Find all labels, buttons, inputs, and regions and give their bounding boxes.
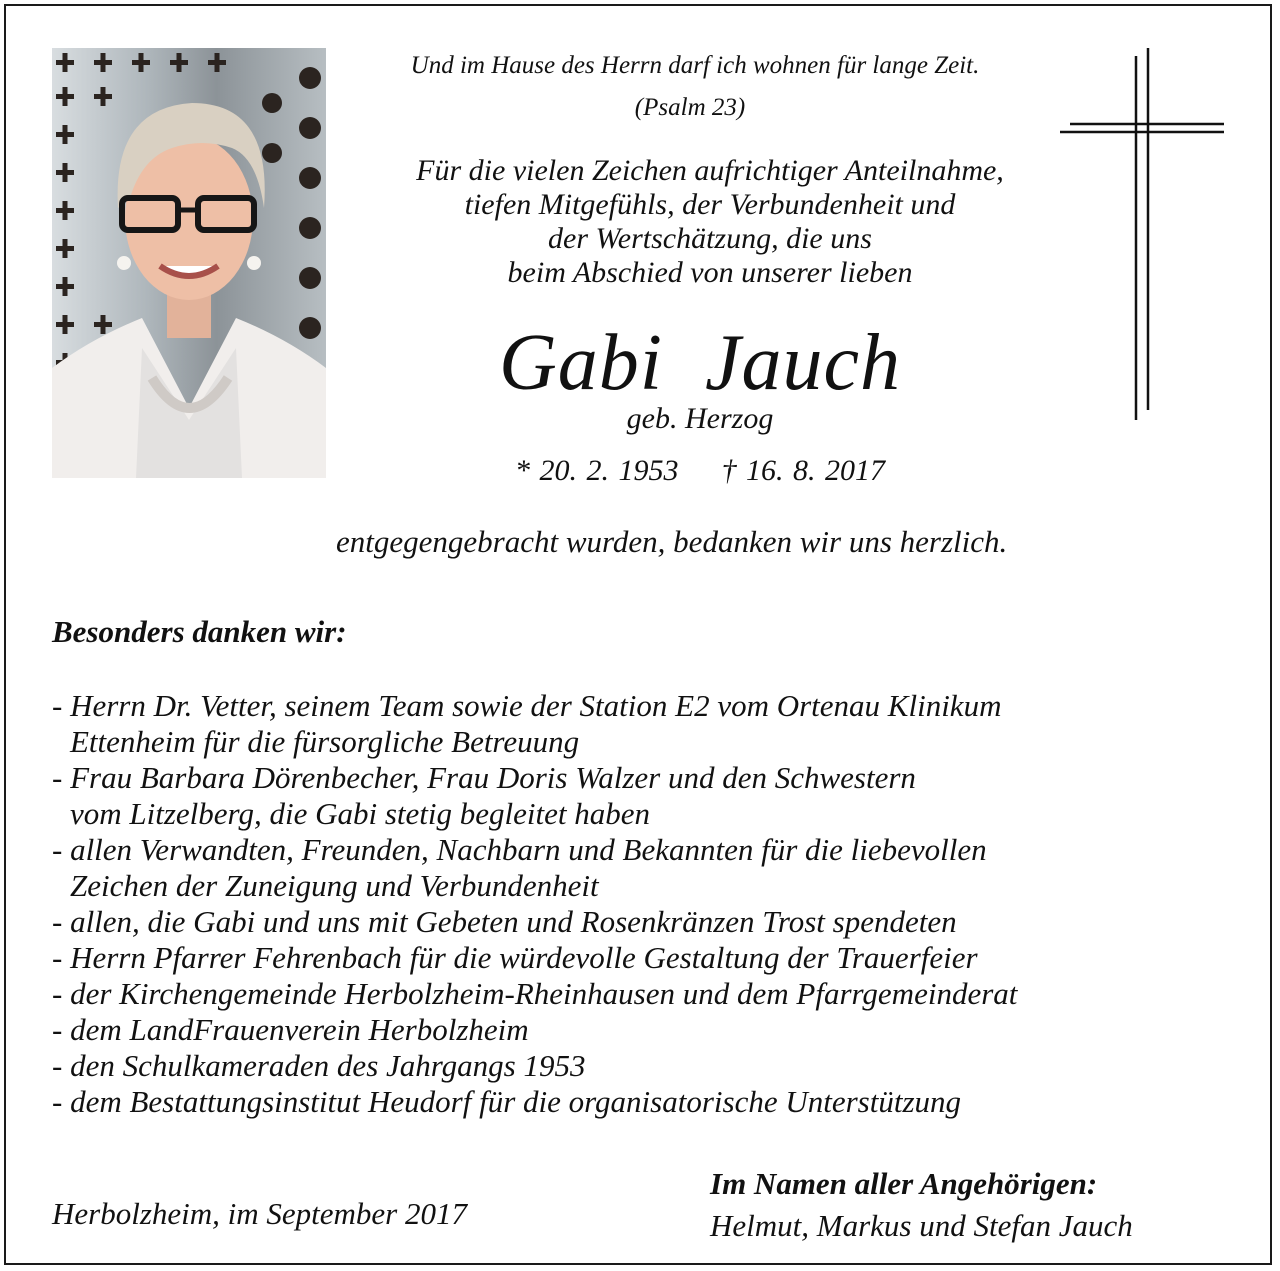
thanks-continuation: entgegengebracht wurden, bedanken wir uns herzlich. [336, 524, 1008, 559]
list-item: - den Schulkameraden des Jahrgangs 1953 [52, 1048, 586, 1083]
bible-verse: Und im Hause des Herrn darf ich wohnen für lange Zeit. [410, 52, 980, 79]
thanks-intro-line: beim Abschied von unserer lieben [507, 256, 913, 289]
list-item: - allen, die Gabi und uns mit Gebeten und Rosenkränzen Trost spendeten [52, 904, 957, 939]
thanks-intro-line: tiefen Mitgefühls, der Verbundenheit und [464, 188, 956, 221]
special-thanks-list [52, 688, 1242, 1120]
signoff-names: Helmut, Markus und Stefan Jauch [710, 1208, 1133, 1243]
list-item: - Herrn Pfarrer Fehrenbach für die würdevolle Gestaltung der Trauerfeier [52, 940, 978, 975]
death-date: † 16. 8. 2017 [721, 454, 885, 487]
deceased-name: Gabi Jauch [498, 319, 901, 407]
signoff-heading: Im Namen aller Angehörigen: [710, 1166, 1098, 1201]
portrait-illustration [52, 48, 326, 478]
list-item: - Frau Barbara Dörenbecher, Frau Doris Walzer und den Schwestern vom Litzelberg, die Gabi stetig begleitet haben [52, 760, 916, 831]
list-item: - allen Verwandten, Freunden, Nachbarn und Bekannten für die liebevollen Zeichen der Zuneigung und Verbundenheit [52, 832, 987, 903]
special-thanks-heading: Besonders danken wir: [52, 614, 347, 649]
bible-verse-source: (Psalm 23) [634, 94, 746, 121]
thanks-intro-line: Für die vielen Zeichen aufrichtiger Anteilnahme, [416, 154, 1004, 187]
birth-date: * 20. 2. 1953 [515, 454, 679, 487]
portrait-photo [52, 48, 326, 478]
life-dates [450, 454, 950, 488]
list-item: - Herrn Dr. Vetter, seinem Team sowie der Station E2 vom Ortenau Klinikum Ettenheim für die fürsorgliche Betreuung [52, 688, 1002, 759]
maiden-name: geb. Herzog [626, 402, 774, 435]
list-item: - der Kirchengemeinde Herbolzheim-Rheinhausen und dem Pfarrgemeinderat [52, 976, 1018, 1011]
place-date: Herbolzheim, im September 2017 [52, 1196, 467, 1231]
list-item: - dem Bestattungsinstitut Heudorf für die organisatorische Unterstützung [52, 1084, 962, 1119]
list-item: - dem LandFrauenverein Herbolzheim [52, 1012, 529, 1047]
thanks-intro [330, 154, 1090, 290]
thanks-intro-line: der Wertschätzung, die uns [548, 222, 872, 255]
double-line-cross-icon [1058, 48, 1228, 428]
